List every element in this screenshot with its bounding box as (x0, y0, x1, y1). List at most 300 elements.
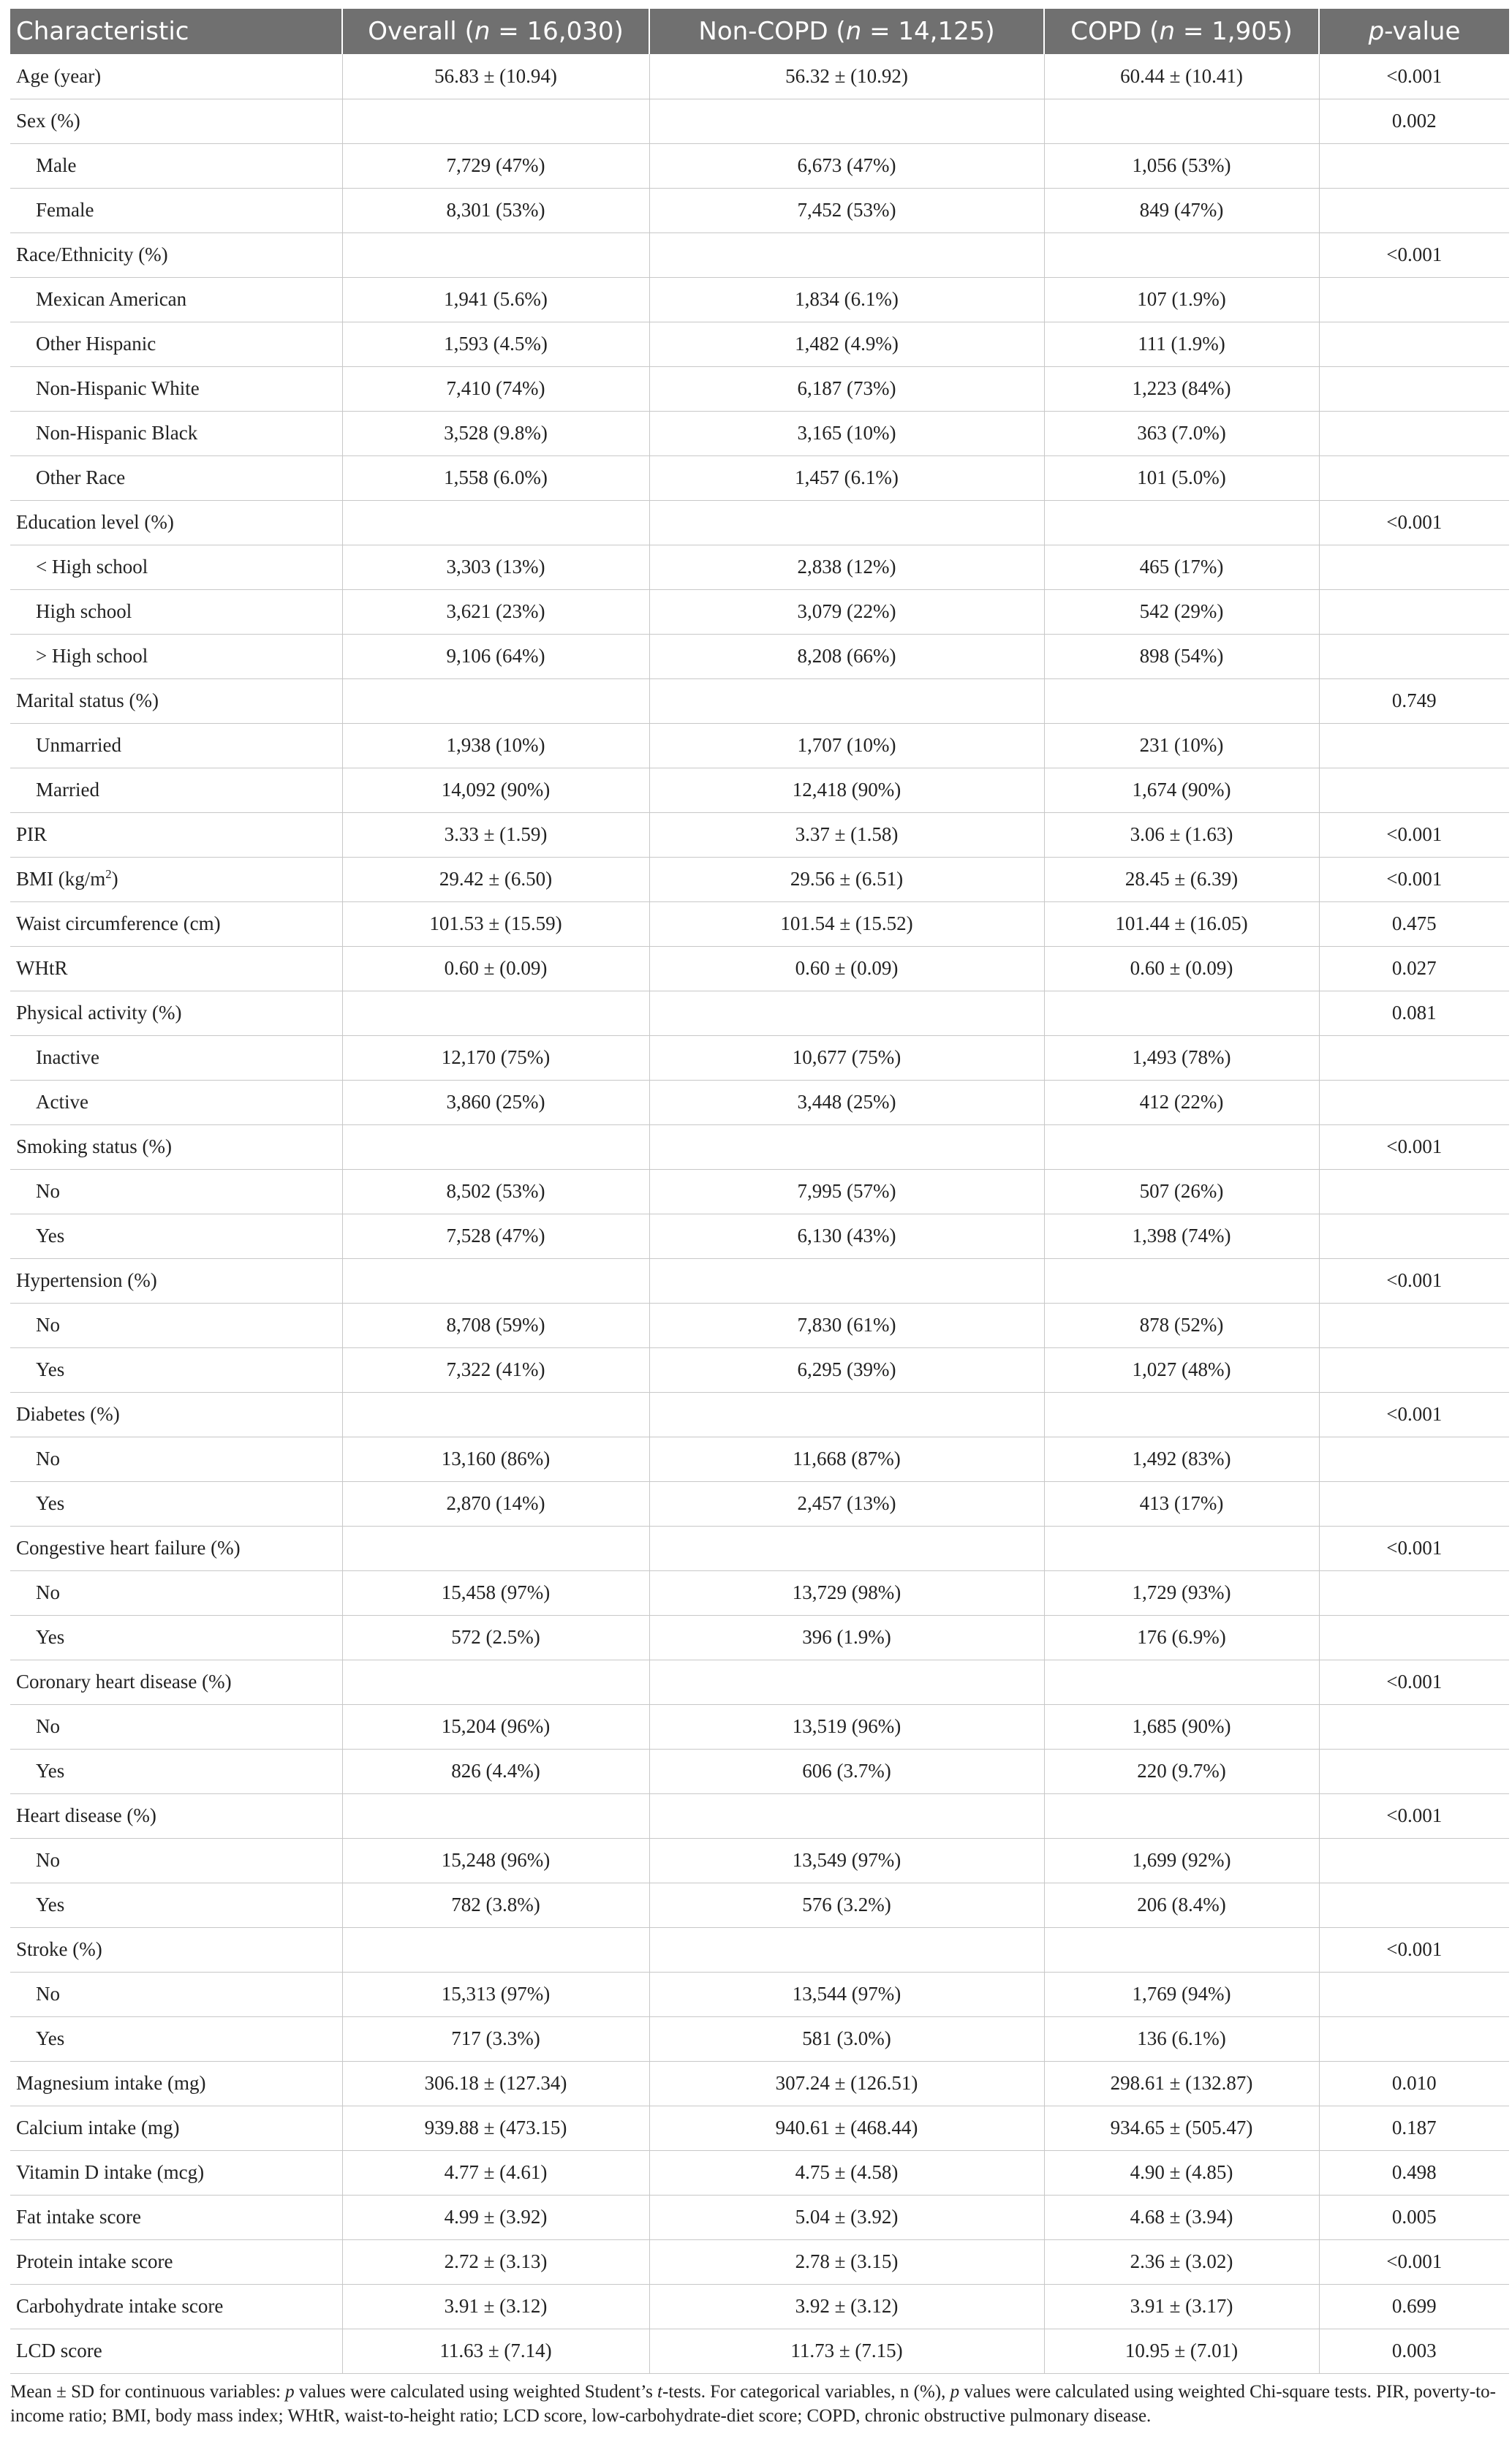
cell-copd: 298.61 ± (132.87) (1044, 2061, 1319, 2106)
cell-overall: 939.88 ± (473.15) (342, 2106, 649, 2150)
footnote-part: Mean ± SD for continuous variables: (10, 2381, 286, 2402)
table-row (10, 1258, 1509, 1303)
cell-copd (1044, 1927, 1319, 1972)
cell-characteristic: Other Hispanic (10, 322, 342, 366)
cell-copd: 1,056 (53%) (1044, 143, 1319, 188)
cell-non-copd: 3,165 (10%) (649, 411, 1044, 455)
cell-non-copd: 2,838 (12%) (649, 545, 1044, 589)
cell-non-copd: 6,187 (73%) (649, 366, 1044, 411)
cell-p-value: <0.001 (1319, 1793, 1509, 1838)
cell-p-value: 0.010 (1319, 2061, 1509, 2106)
cell-characteristic: Smoking status (%) (10, 1124, 342, 1169)
cell-overall: 4.77 ± (4.61) (342, 2150, 649, 2195)
cell-overall (342, 232, 649, 277)
cell-characteristic: Age (year) (10, 54, 342, 99)
cell-p-value: 0.005 (1319, 2195, 1509, 2239)
table-row (10, 634, 1509, 678)
cell-non-copd: 13,729 (98%) (649, 1570, 1044, 1615)
cell-non-copd (649, 1660, 1044, 1704)
cell-non-copd: 6,295 (39%) (649, 1347, 1044, 1392)
cell-overall: 3,860 (25%) (342, 1080, 649, 1124)
cell-non-copd: 11,668 (87%) (649, 1437, 1044, 1481)
cell-characteristic: No (10, 1169, 342, 1214)
cell-non-copd: 7,830 (61%) (649, 1303, 1044, 1347)
cell-characteristic: Marital status (%) (10, 678, 342, 723)
cell-characteristic: LCD score (10, 2329, 342, 2373)
cell-copd: 28.45 ± (6.39) (1044, 857, 1319, 901)
cell-p-value (1319, 143, 1509, 188)
cell-copd: 0.60 ± (0.09) (1044, 946, 1319, 991)
cell-overall: 3,621 (23%) (342, 589, 649, 634)
cell-non-copd: 2.78 ± (3.15) (649, 2239, 1044, 2284)
cell-characteristic: Yes (10, 1214, 342, 1258)
cell-non-copd: 2,457 (13%) (649, 1481, 1044, 1526)
cell-non-copd: 581 (3.0%) (649, 2016, 1044, 2061)
table-body (10, 54, 1509, 2373)
cell-copd: 60.44 ± (10.41) (1044, 54, 1319, 99)
cell-non-copd: 11.73 ± (7.15) (649, 2329, 1044, 2373)
table-row (10, 678, 1509, 723)
table-row (10, 1615, 1509, 1660)
cell-overall: 826 (4.4%) (342, 1749, 649, 1793)
cell-p-value: 0.002 (1319, 99, 1509, 143)
cell-characteristic: Yes (10, 1883, 342, 1927)
cell-overall: 717 (3.3%) (342, 2016, 649, 2061)
cell-non-copd: 3,448 (25%) (649, 1080, 1044, 1124)
cell-non-copd: 6,673 (47%) (649, 143, 1044, 188)
cell-copd: 413 (17%) (1044, 1481, 1319, 1526)
cell-p-value (1319, 1972, 1509, 2016)
cell-copd: 231 (10%) (1044, 723, 1319, 768)
cell-characteristic: Calcium intake (mg) (10, 2106, 342, 2150)
cell-copd (1044, 991, 1319, 1035)
cell-overall: 9,106 (64%) (342, 634, 649, 678)
cell-overall: 7,528 (47%) (342, 1214, 649, 1258)
cell-characteristic: Inactive (10, 1035, 342, 1080)
cell-copd: 878 (52%) (1044, 1303, 1319, 1347)
cell-p-value (1319, 545, 1509, 589)
cell-overall: 1,593 (4.5%) (342, 322, 649, 366)
cell-characteristic: Diabetes (%) (10, 1392, 342, 1437)
cell-overall: 7,410 (74%) (342, 366, 649, 411)
footnote-part: -tests. For categorical variables, n (%), (662, 2381, 950, 2402)
table-row (10, 277, 1509, 322)
cell-overall: 11.63 ± (7.14) (342, 2329, 649, 2373)
table-row (10, 723, 1509, 768)
cell-characteristic: Coronary heart disease (%) (10, 1660, 342, 1704)
table-row (10, 322, 1509, 366)
cell-p-value: <0.001 (1319, 1124, 1509, 1169)
cell-characteristic: Sex (%) (10, 99, 342, 143)
cell-p-value: <0.001 (1319, 500, 1509, 545)
cell-characteristic: Congestive heart failure (%) (10, 1526, 342, 1570)
cell-non-copd: 13,519 (96%) (649, 1704, 1044, 1749)
cell-non-copd (649, 678, 1044, 723)
cell-copd: 4.90 ± (4.85) (1044, 2150, 1319, 2195)
cell-non-copd (649, 232, 1044, 277)
cell-characteristic: PIR (10, 812, 342, 857)
table-row (10, 2284, 1509, 2329)
cell-overall: 8,301 (53%) (342, 188, 649, 232)
cell-non-copd: 1,707 (10%) (649, 723, 1044, 768)
cell-p-value: 0.027 (1319, 946, 1509, 991)
header-p-post: -value (1384, 17, 1461, 46)
cell-overall: 7,322 (41%) (342, 1347, 649, 1392)
cell-copd: 3.06 ± (1.63) (1044, 812, 1319, 857)
cell-non-copd (649, 1392, 1044, 1437)
cell-characteristic: No (10, 1570, 342, 1615)
cell-characteristic: Non-Hispanic White (10, 366, 342, 411)
cell-characteristic: Married (10, 768, 342, 812)
header-row (10, 9, 1509, 54)
table-row (10, 2329, 1509, 2373)
cell-overall: 3,528 (9.8%) (342, 411, 649, 455)
cell-p-value: <0.001 (1319, 2239, 1509, 2284)
table-row (10, 901, 1509, 946)
cell-p-value (1319, 1214, 1509, 1258)
cell-copd (1044, 1526, 1319, 1570)
cell-copd: 3.91 ± (3.17) (1044, 2284, 1319, 2329)
cell-copd: 136 (6.1%) (1044, 2016, 1319, 2061)
cell-p-value (1319, 455, 1509, 500)
cell-non-copd (649, 99, 1044, 143)
cell-non-copd: 7,452 (53%) (649, 188, 1044, 232)
cell-p-value: <0.001 (1319, 232, 1509, 277)
cell-copd (1044, 1124, 1319, 1169)
cell-characteristic: Heart disease (%) (10, 1793, 342, 1838)
table-row (10, 1883, 1509, 1927)
cell-copd: 10.95 ± (7.01) (1044, 2329, 1319, 2373)
cell-p-value: 0.498 (1319, 2150, 1509, 2195)
cell-copd: 465 (17%) (1044, 545, 1319, 589)
cell-p-value: 0.081 (1319, 991, 1509, 1035)
cell-overall (342, 1793, 649, 1838)
table-footnote (10, 2380, 1502, 2428)
header-copd (1044, 9, 1319, 54)
header-copd-pre: COPD ( (1070, 17, 1160, 46)
cell-copd: 507 (26%) (1044, 1169, 1319, 1214)
cell-non-copd (649, 500, 1044, 545)
cell-characteristic: Unmarried (10, 723, 342, 768)
cell-p-value (1319, 1883, 1509, 1927)
table-row (10, 1481, 1509, 1526)
cell-copd: 1,685 (90%) (1044, 1704, 1319, 1749)
cell-characteristic: No (10, 1838, 342, 1883)
table-row (10, 1927, 1509, 1972)
table-row (10, 1660, 1509, 1704)
cell-p-value (1319, 1704, 1509, 1749)
cell-copd: 2.36 ± (3.02) (1044, 2239, 1319, 2284)
table-row (10, 1214, 1509, 1258)
cell-overall: 3.91 ± (3.12) (342, 2284, 649, 2329)
cell-characteristic: No (10, 1704, 342, 1749)
cell-copd: 1,729 (93%) (1044, 1570, 1319, 1615)
cell-non-copd: 1,834 (6.1%) (649, 277, 1044, 322)
table-row (10, 545, 1509, 589)
cell-p-value (1319, 188, 1509, 232)
cell-overall: 1,941 (5.6%) (342, 277, 649, 322)
cell-copd (1044, 1660, 1319, 1704)
footnote-part: values were calculated using weighted Student’s (294, 2381, 658, 2402)
cell-p-value: 0.187 (1319, 2106, 1509, 2150)
cell-copd: 1,223 (84%) (1044, 366, 1319, 411)
header-copd-post: = 1,905) (1175, 17, 1293, 46)
header-non-copd-pre: Non-COPD ( (698, 17, 846, 46)
header-copd-n: n (1159, 17, 1176, 46)
cell-overall (342, 99, 649, 143)
cell-non-copd: 10,677 (75%) (649, 1035, 1044, 1080)
table-row (10, 2195, 1509, 2239)
table-row (10, 1793, 1509, 1838)
cell-p-value (1319, 634, 1509, 678)
cell-characteristic: Male (10, 143, 342, 188)
cell-characteristic: Magnesium intake (mg) (10, 2061, 342, 2106)
cell-overall: 15,313 (97%) (342, 1972, 649, 2016)
cell-overall (342, 991, 649, 1035)
cell-p-value (1319, 1347, 1509, 1392)
cell-p-value (1319, 366, 1509, 411)
label-superscript: 2 (105, 867, 112, 881)
cell-characteristic: Yes (10, 1347, 342, 1392)
table-row (10, 99, 1509, 143)
cell-p-value: <0.001 (1319, 1258, 1509, 1303)
cell-overall (342, 1124, 649, 1169)
cell-copd: 542 (29%) (1044, 589, 1319, 634)
cell-non-copd: 13,544 (97%) (649, 1972, 1044, 2016)
cell-p-value: <0.001 (1319, 1927, 1509, 1972)
cell-overall (342, 1392, 649, 1437)
cell-characteristic: Physical activity (%) (10, 991, 342, 1035)
cell-copd: 1,674 (90%) (1044, 768, 1319, 812)
cell-characteristic: Yes (10, 1615, 342, 1660)
header-characteristic: Characteristic (10, 9, 342, 54)
cell-characteristic: Vitamin D intake (mcg) (10, 2150, 342, 2195)
table-row (10, 1080, 1509, 1124)
cell-overall: 306.18 ± (127.34) (342, 2061, 649, 2106)
cell-copd: 220 (9.7%) (1044, 1749, 1319, 1793)
cell-copd: 934.65 ± (505.47) (1044, 2106, 1319, 2150)
table-row (10, 1347, 1509, 1392)
cell-overall: 7,729 (47%) (342, 143, 649, 188)
cell-copd: 176 (6.9%) (1044, 1615, 1319, 1660)
table-figure (10, 9, 1509, 2428)
cell-characteristic: High school (10, 589, 342, 634)
cell-non-copd: 5.04 ± (3.92) (649, 2195, 1044, 2239)
table-row (10, 991, 1509, 1035)
cell-characteristic: Mexican American (10, 277, 342, 322)
table-row (10, 1437, 1509, 1481)
table-row (10, 2061, 1509, 2106)
label-text: BMI (kg/m (16, 868, 106, 890)
cell-p-value (1319, 1481, 1509, 1526)
cell-copd (1044, 232, 1319, 277)
cell-p-value: <0.001 (1319, 1392, 1509, 1437)
cell-non-copd: 4.75 ± (4.58) (649, 2150, 1044, 2195)
cell-characteristic: Waist circumference (cm) (10, 901, 342, 946)
cell-overall: 12,170 (75%) (342, 1035, 649, 1080)
cell-overall (342, 678, 649, 723)
cell-overall: 782 (3.8%) (342, 1883, 649, 1927)
cell-non-copd: 0.60 ± (0.09) (649, 946, 1044, 991)
cell-characteristic: Non-Hispanic Black (10, 411, 342, 455)
cell-non-copd (649, 1927, 1044, 1972)
cell-characteristic: No (10, 1437, 342, 1481)
cell-p-value (1319, 589, 1509, 634)
cell-overall: 1,558 (6.0%) (342, 455, 649, 500)
cell-non-copd: 576 (3.2%) (649, 1883, 1044, 1927)
cell-non-copd: 6,130 (43%) (649, 1214, 1044, 1258)
table-row (10, 946, 1509, 991)
cell-copd: 1,027 (48%) (1044, 1347, 1319, 1392)
cell-overall: 4.99 ± (3.92) (342, 2195, 649, 2239)
cell-overall: 8,502 (53%) (342, 1169, 649, 1214)
table-row (10, 1392, 1509, 1437)
table-row (10, 366, 1509, 411)
header-p-value (1319, 9, 1509, 54)
table-row (10, 1169, 1509, 1214)
cell-copd: 1,398 (74%) (1044, 1214, 1319, 1258)
cell-copd: 849 (47%) (1044, 188, 1319, 232)
header-overall-n: n (474, 17, 491, 46)
cell-p-value: <0.001 (1319, 1660, 1509, 1704)
table-row (10, 2239, 1509, 2284)
cell-overall (342, 1526, 649, 1570)
table-row (10, 1749, 1509, 1793)
cell-overall: 3.33 ± (1.59) (342, 812, 649, 857)
cell-copd: 107 (1.9%) (1044, 277, 1319, 322)
header-non-copd-post: = 14,125) (861, 17, 995, 46)
cell-p-value (1319, 2016, 1509, 2061)
table-row (10, 1972, 1509, 2016)
cell-copd: 1,492 (83%) (1044, 1437, 1319, 1481)
header-non-copd (649, 9, 1044, 54)
cell-copd: 1,493 (78%) (1044, 1035, 1319, 1080)
cell-overall (342, 1660, 649, 1704)
cell-characteristic: Fat intake score (10, 2195, 342, 2239)
cell-non-copd (649, 1258, 1044, 1303)
cell-p-value (1319, 768, 1509, 812)
header-overall-pre: Overall ( (368, 17, 475, 46)
cell-p-value (1319, 411, 1509, 455)
cell-non-copd: 101.54 ± (15.52) (649, 901, 1044, 946)
cell-overall (342, 1258, 649, 1303)
cell-overall: 14,092 (90%) (342, 768, 649, 812)
cell-p-value: 0.699 (1319, 2284, 1509, 2329)
cell-non-copd: 13,549 (97%) (649, 1838, 1044, 1883)
table-row (10, 768, 1509, 812)
cell-p-value (1319, 1169, 1509, 1214)
cell-overall: 13,160 (86%) (342, 1437, 649, 1481)
table-row (10, 411, 1509, 455)
cell-characteristic: Protein intake score (10, 2239, 342, 2284)
cell-copd (1044, 1392, 1319, 1437)
cell-copd: 363 (7.0%) (1044, 411, 1319, 455)
cell-p-value: 0.749 (1319, 678, 1509, 723)
cell-overall (342, 500, 649, 545)
cell-characteristic (10, 857, 342, 901)
table-row (10, 500, 1509, 545)
table-row (10, 1526, 1509, 1570)
cell-copd: 1,699 (92%) (1044, 1838, 1319, 1883)
cell-non-copd: 56.32 ± (10.92) (649, 54, 1044, 99)
cell-non-copd: 3.92 ± (3.12) (649, 2284, 1044, 2329)
cell-non-copd: 12,418 (90%) (649, 768, 1044, 812)
cell-non-copd: 606 (3.7%) (649, 1749, 1044, 1793)
cell-overall: 3,303 (13%) (342, 545, 649, 589)
cell-characteristic: Yes (10, 1481, 342, 1526)
cell-copd: 101 (5.0%) (1044, 455, 1319, 500)
cell-p-value (1319, 1437, 1509, 1481)
cell-p-value (1319, 1838, 1509, 1883)
cell-characteristic: Female (10, 188, 342, 232)
cell-p-value: <0.001 (1319, 1526, 1509, 1570)
cell-overall: 2,870 (14%) (342, 1481, 649, 1526)
cell-characteristic: Stroke (%) (10, 1927, 342, 1972)
cell-non-copd: 3,079 (22%) (649, 589, 1044, 634)
cell-characteristic: Education level (%) (10, 500, 342, 545)
cell-overall: 1,938 (10%) (342, 723, 649, 768)
cell-p-value (1319, 1570, 1509, 1615)
cell-non-copd: 8,208 (66%) (649, 634, 1044, 678)
header-non-copd-n: n (845, 17, 862, 46)
table-row (10, 143, 1509, 188)
cell-overall (342, 1927, 649, 1972)
cell-characteristic: Race/Ethnicity (%) (10, 232, 342, 277)
cell-p-value (1319, 1615, 1509, 1660)
cell-p-value (1319, 1035, 1509, 1080)
footnote-italic: t (657, 2381, 662, 2402)
cell-p-value (1319, 723, 1509, 768)
header-overall-post: = 16,030) (490, 17, 624, 46)
cell-copd (1044, 500, 1319, 545)
cell-p-value (1319, 1749, 1509, 1793)
footnote-italic: p (950, 2381, 960, 2402)
table-row (10, 232, 1509, 277)
cell-overall: 15,204 (96%) (342, 1704, 649, 1749)
cell-characteristic: > High school (10, 634, 342, 678)
cell-characteristic: Active (10, 1080, 342, 1124)
cell-overall: 101.53 ± (15.59) (342, 901, 649, 946)
cell-copd: 206 (8.4%) (1044, 1883, 1319, 1927)
cell-copd: 898 (54%) (1044, 634, 1319, 678)
table-row (10, 455, 1509, 500)
table-row (10, 1035, 1509, 1080)
cell-overall: 56.83 ± (10.94) (342, 54, 649, 99)
cell-characteristic: < High school (10, 545, 342, 589)
cell-overall: 2.72 ± (3.13) (342, 2239, 649, 2284)
cell-p-value: <0.001 (1319, 812, 1509, 857)
cell-non-copd (649, 991, 1044, 1035)
table-row (10, 1124, 1509, 1169)
cell-p-value: 0.475 (1319, 901, 1509, 946)
cell-non-copd: 396 (1.9%) (649, 1615, 1044, 1660)
header-p-italic: p (1368, 17, 1385, 46)
table-header (10, 9, 1509, 54)
cell-p-value: <0.001 (1319, 857, 1509, 901)
cell-characteristic: No (10, 1303, 342, 1347)
label-text: ) (111, 868, 118, 890)
footnote-part: values were calculated using weighted Chi-square tests. PIR, poverty-to-income ratio; BMI, body mass index; WHtR, waist-to-height ratio; LCD score, low-carbohydrate-diet score; COPD, chronic obstructive pulmonary disease. (10, 2381, 1496, 2426)
footnote-italic: p (285, 2381, 295, 2402)
cell-characteristic: Carbohydrate intake score (10, 2284, 342, 2329)
cell-overall: 29.42 ± (6.50) (342, 857, 649, 901)
cell-non-copd: 29.56 ± (6.51) (649, 857, 1044, 901)
cell-non-copd: 307.24 ± (126.51) (649, 2061, 1044, 2106)
cell-characteristic: Hypertension (%) (10, 1258, 342, 1303)
cell-characteristic: Yes (10, 1749, 342, 1793)
cell-p-value (1319, 1303, 1509, 1347)
table-row (10, 589, 1509, 634)
